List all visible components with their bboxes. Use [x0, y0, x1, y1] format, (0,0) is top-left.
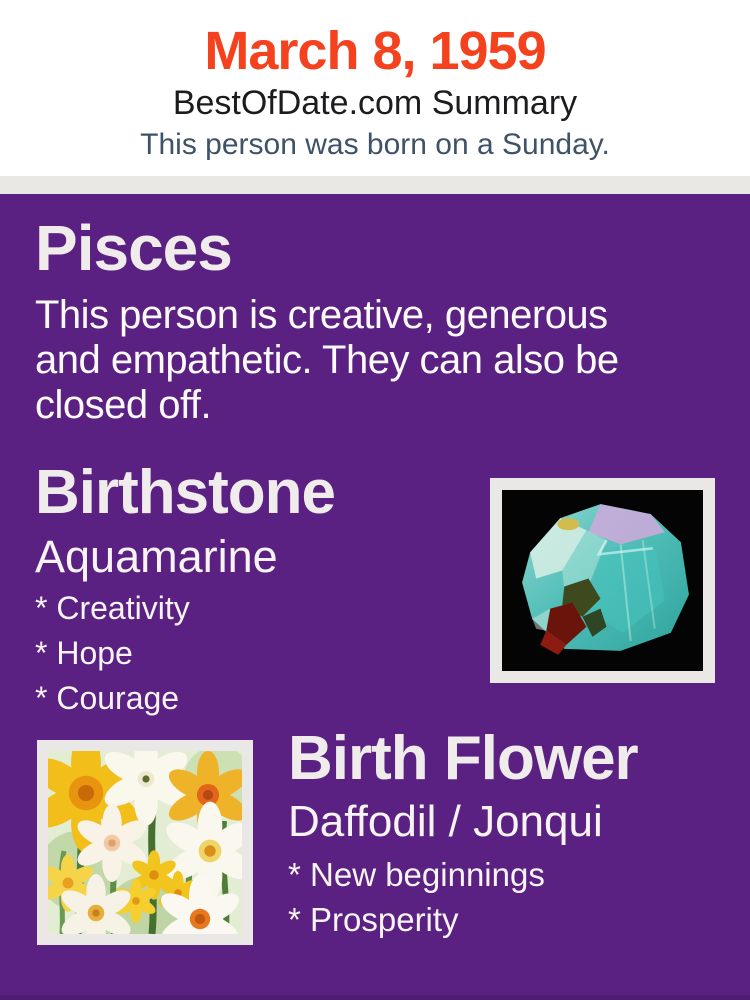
birth-flower-trait: * New beginnings: [288, 856, 545, 893]
daffodil-flowers-photo: [37, 740, 253, 945]
aquamarine-stone-image: [502, 490, 703, 671]
zodiac-description-line: and empathetic. They can also be: [35, 338, 619, 382]
birth-flower-name: Daffodil / Jonqui: [288, 797, 603, 846]
birthstone-name: Aquamarine: [35, 531, 278, 582]
birth-flower-trait: * Prosperity: [288, 901, 459, 938]
zodiac-description-line: closed off.: [35, 383, 212, 427]
born-day-line: This person was born on a Sunday.: [140, 128, 610, 161]
birthstone-traits-list: [35, 586, 190, 721]
birthstone-trait: * Courage: [35, 680, 180, 716]
birth-flower-traits-list: [288, 852, 545, 942]
daffodil-flowers-image: [48, 751, 242, 934]
birth-flower-section-title: Birth Flower: [288, 724, 638, 793]
footer-divider: [0, 995, 750, 1000]
page-title-date: March 8, 1959: [204, 21, 546, 81]
site-summary-subtitle: BestOfDate.com Summary: [172, 84, 578, 122]
zodiac-sign-title: Pisces: [35, 212, 232, 284]
summary-body: [0, 194, 750, 1000]
zodiac-description-line: This person is creative, generous: [35, 293, 608, 337]
header: [0, 0, 750, 176]
aquamarine-crystal-art: [502, 490, 703, 671]
header-divider: [0, 176, 750, 194]
zodiac-description: [35, 293, 725, 428]
daffodil-field-art: [48, 751, 242, 934]
birthstone-section-title: Birthstone: [35, 458, 335, 527]
aquamarine-stone-photo: [490, 478, 715, 683]
birthstone-trait: * Creativity: [35, 590, 190, 626]
birthstone-trait: * Hope: [35, 635, 133, 671]
